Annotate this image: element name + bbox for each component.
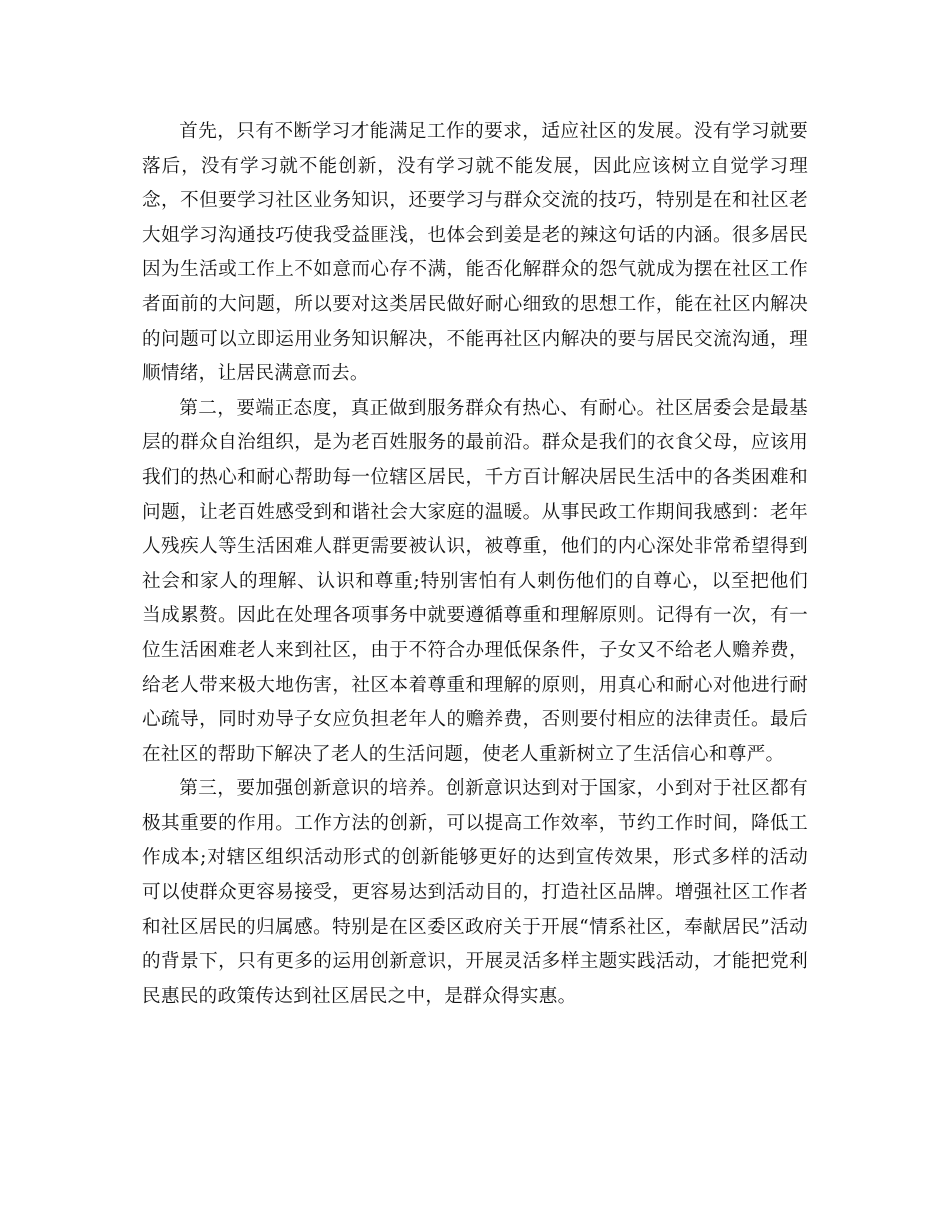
paragraph-learning: 首先，只有不断学习才能满足工作的要求，适应社区的发展。没有学习就要落后，没有学习就不能创新，没有学习就不能发展，因此应该树立自觉学习理念，不但要学习社区业务知识，还要学习与群众交流的技巧，特别是在和社区老大姐学习沟通技巧使我受益匪浅，也体会到姜是老的辣这句话的内涵。很多居民因为生活或工作上不如意而心存不满，能否化解群众的怨气就成为摆在社区工作者面前的大问题，所以要对这类居民做好耐心细致的思想工作，能在社区内解决的问题可以立即运用业务知识解决，不能再社区内解决的要与居民交流沟通，理顺情绪，让居民满意而去。: [142, 121, 808, 385]
document-body: [142, 115, 808, 1014]
paragraph-innovation: 第三，要加强创新意识的培养。创新意识达到对于国家，小到对于社区都有极其重要的作用。工作方法的创新，可以提高工作效率，节约工作时间，降低工作成本;对辖区组织活动形式的创新能够更好的达到宣传效果，形式多样的活动可以使群众更容易接受，更容易达到活动目的，打造社区品牌。增强社区工作者和社区居民的归属感。特别是在区委区政府关于开展“情系社区，奉献居民”活动的背景下，只有更多的运用创新意识，开展灵活多样主题实践活动，才能把党利民惠民的政策传达到社区居民之中，是群众得实惠。: [142, 778, 808, 1007]
paragraph-attitude: 第二，要端正态度，真正做到服务群众有热心、有耐心。社区居委会是最基层的群众自治组织，是为老百姓服务的最前沿。群众是我们的衣食父母，应该用我们的热心和耐心帮助每一位辖区居民，千方百计解决居民生活中的各类困难和问题，让老百姓感受到和谐社会大家庭的温暖。从事民政工作期间我感到：老年人残疾人等生活困难人群更需要被认识，被尊重，他们的内心深处非常希望得到社会和家人的理解、认识和尊重;特别害怕有人刺伤他们的自尊心，以至把他们当成累赘。因此在处理各项事务中就要遵循尊重和理解原则。记得有一次，有一位生活困难老人来到社区，由于不符合办理低保条件，子女又不给老人赡养费，给老人带来极大地伤害，社区本着尊重和理解的原则，用真心和耐心对他进行耐心疏导，同时劝导子女应负担老年人的赡养费，否则要付相应的法律责任。最后在社区的帮助下解决了老人的生活问题，使老人重新树立了生活信心和尊严。: [142, 397, 808, 765]
